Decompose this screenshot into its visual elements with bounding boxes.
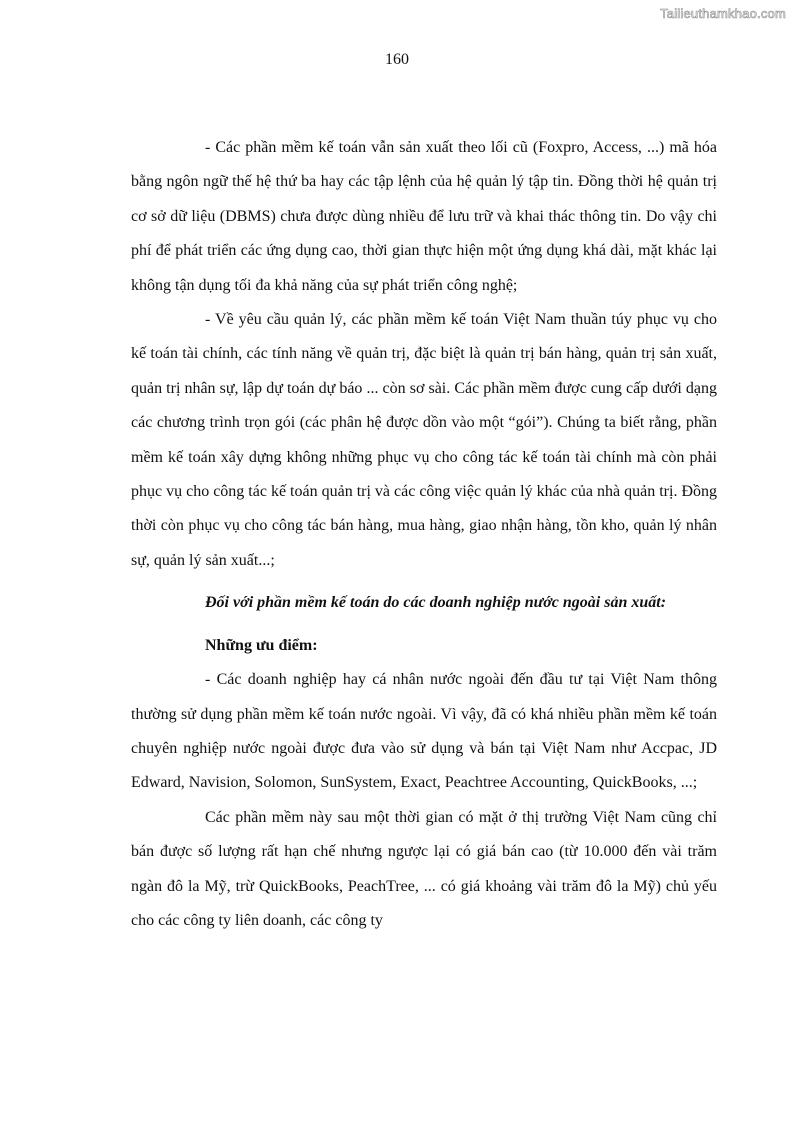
paragraph-legacy-software: - Các phần mềm kế toán vẫn sản xuất theo lối cũ (Foxpro, Access, ...) mã hóa bằng ngôn ngữ thế hệ thứ ba hay các tập lệnh của hệ quản lý tập tin. Đồng thời hệ quản trị cơ sở dữ liệu (DBMS) chưa được dùng nhiều để lưu trữ và khai thác thông tin. Do vậy chi phí để phát triển các ứng dụng cao, thời gian thực hiện một ứng dụng khá dài, mặt khác lại không tận dụng tối đa khả năng của sự phát triển công nghệ;: [131, 139, 717, 294]
paragraph-market-pricing: Các phần mềm này sau một thời gian có mặt ở thị trường Việt Nam cũng chỉ bán được số lượng rất hạn chế nhưng ngược lại có giá bán cao (từ 10.000 đến vài trăm ngàn đô la Mỹ, trừ QuickBooks, PeachTree, ... có giá khoảng vài trăm đô la Mỹ) chủ yếu cho các công ty liên doanh, các công ty: [131, 808, 717, 929]
paragraph-management-requirements: - Về yêu cầu quản lý, các phần mềm kế toán Việt Nam thuần túy phục vụ cho kế toán tài chính, các tính năng về quản trị, đặc biệt là quản trị bán hàng, quản trị sản xuất, quản trị nhân sự, lập dự toán dự báo ... còn sơ sài. Các phần mềm được cung cấp dưới dạng các chương trình trọn gói (các phân hệ được dồn vào một “gói”). Chúng ta biết rằng, phần mềm kế toán xây dựng không những phục vụ cho công tác kế toán tài chính mà còn phải phục vụ cho công tác kế toán quản trị và các công việc quản lý khác của nhà quản trị. Đồng thời còn phục vụ cho công tác bán hàng, mua hàng, giao nhận hàng, tồn kho, quản lý nhân sự, quản lý sản xuất...;: [131, 311, 718, 569]
watermark-text: Tailieuthamkhao.com: [660, 6, 786, 21]
section-heading-foreign-software: Đối với phần mềm kế toán do các doanh nghiệp nước ngoài sản xuất:: [205, 594, 667, 612]
document-body: [131, 131, 717, 938]
paragraph-foreign-investors: - Các doanh nghiệp hay cá nhân nước ngoài đến đầu tư tại Việt Nam thông thường sử dụng phần mềm kế toán nước ngoài. Vì vậy, đã có khá nhiều phần mềm kế toán chuyên nghiệp nước ngoài được đưa vào sử dụng và bán tại Việt Nam như Accpac, JD Edward, Navision, Solomon, SunSystem, Exact, Peachtree Accounting, QuickBooks, ...;: [131, 671, 717, 792]
subheading-advantages: Những ưu điểm:: [205, 636, 318, 654]
page-number: 160: [385, 51, 409, 68]
